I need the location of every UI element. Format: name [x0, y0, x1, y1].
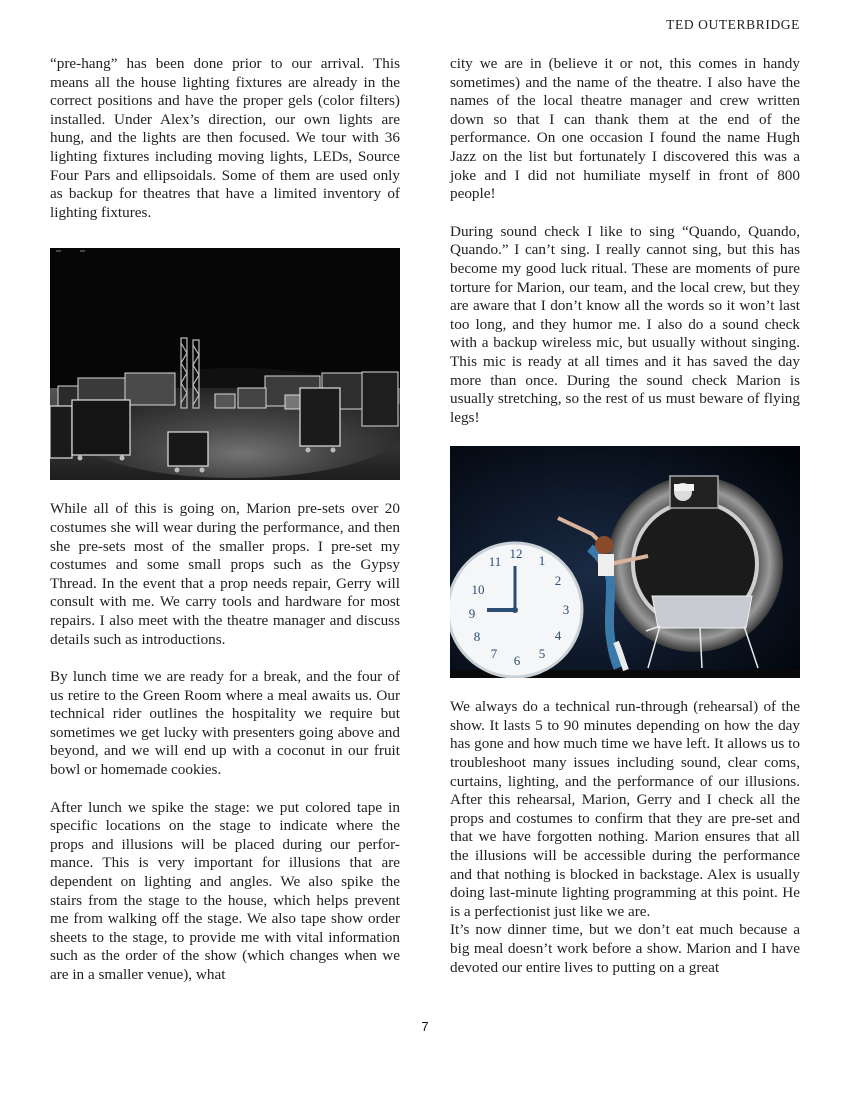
- clock-numeral: 4: [554, 628, 562, 644]
- stage-road-cases-photo: [50, 248, 400, 480]
- clock-numeral: 5: [538, 646, 546, 662]
- page-number: 7: [421, 1019, 429, 1034]
- clock-numeral: 11: [488, 554, 502, 570]
- performance-photo: [450, 446, 800, 678]
- paragraph: It’s now dinner time, but we don’t eat much because a big meal doesn’t work before a show. Marion and I have devoted our entire lives to putting on a great: [450, 921, 800, 976]
- stage-road-cases-illustration: [50, 248, 400, 480]
- clock-numeral: 6: [513, 653, 521, 669]
- clock-numeral: 7: [490, 646, 498, 662]
- paragraph: While all of this is going on, Marion pre-sets over 20 costumes she will wear during the performance, and then she pre-sets most of the smaller props. I pre-set my costumes and some small props such as the Gypsy Thread. In the event that a prop needs repair, Gerry will consult with me. We carry tools and hardware for most repairs. I also meet with the theatre manager and discuss details such as introductions.: [50, 500, 400, 648]
- clock-numeral: 1: [538, 553, 546, 569]
- paragraph: “pre-hang” has been done prior to our arrival. This means all the house lighting fixtures are already in the correct positions and have the proper gels (color filters) installed. Under Alex’s direction, our own lights are hung, and the lights are then focused. We tour with 36 lighting fixtures including moving lights, LEDs, Source Four Pars and ellipsoidals. Some of them are used only as backup for theatres that have a limited inventory of lighting fixtures.: [50, 55, 400, 221]
- clock-numeral: 8: [473, 629, 481, 645]
- clock-numeral: 2: [554, 573, 562, 589]
- left-column: [50, 55, 400, 985]
- right-column: [450, 55, 800, 977]
- paragraph: We always do a technical run-through (rehearsal) of the show. It lasts 5 to 90 minutes depending on how the day has gone and how much time we have left. It allows us to troubleshoot many issues including sound, clear coms, curtains, lighting, and the performance of our illusions. After this rehearsal, Marion, Gerry and I check all the props and costumes to confirm that they are pre-set and that we have forgotten nothing. Marion ensures that all the illusions will be accessible during the performance and that nothing is blocked in backstage. Alex is usually doing last-minute lighting programming at this point. He is a perfectionist just like we are.: [450, 698, 800, 920]
- clock-numeral: 3: [562, 602, 570, 618]
- paragraph: During sound check I like to sing “Quando, Quando, Quando.” I can’t sing. I really cannot sing, but this has become my good luck ritual. These are moments of pure torture for Marion, our team, and the local crew, but they are aware that I don’t know all the words so it won’t last too long, and they humor me. I also do a sound check with a backup wireless mic, but usually without singing. This mic is ready at all times and it has saved the day more than once. During the sound check Marion is usually stretching, so the rest of us must beware of flying legs!: [450, 222, 800, 426]
- clock-numeral: 12: [509, 546, 523, 562]
- paragraph: city we are in (believe it or not, this comes in handy sometimes) and the name of the theatre. I also have the names of the local theatre manager and crew written down so that I can thank them at the end of the performance. On one occasion I found the name Hugh Jazz on the list but fortunately I discovered this was a joke and I did not humiliate myself in front of 800 people!: [450, 55, 800, 203]
- clock-numeral: 9: [468, 606, 476, 622]
- paragraph: After lunch we spike the stage: we put colored tape in specific locations on the stage to indicate where the props and illusions will be placed during our perfor-mance. This is very important for illusions that are dependent on lighting and angles. We also spike the stairs from the stage to the house, which helps prevent me from walking off the stage. We also tape show order sheets to the stage, to provide me with vital information such as the order of the show (which changes when we are in a smaller venue), what: [50, 798, 400, 983]
- clock-illusion-illustration: [450, 446, 800, 678]
- running-head: TED OUTERBRIDGE: [666, 17, 800, 32]
- paragraph: By lunch time we are ready for a break, and the four of us retire to the Green Room where a meal awaits us. Our technical rider outlines the hospitality we require but sometimes we get lucky with presenters going above and beyond, and we will end up with a coconut in our fruit bowl or homemade cookies.: [50, 668, 400, 779]
- clock-numeral: 10: [471, 582, 485, 598]
